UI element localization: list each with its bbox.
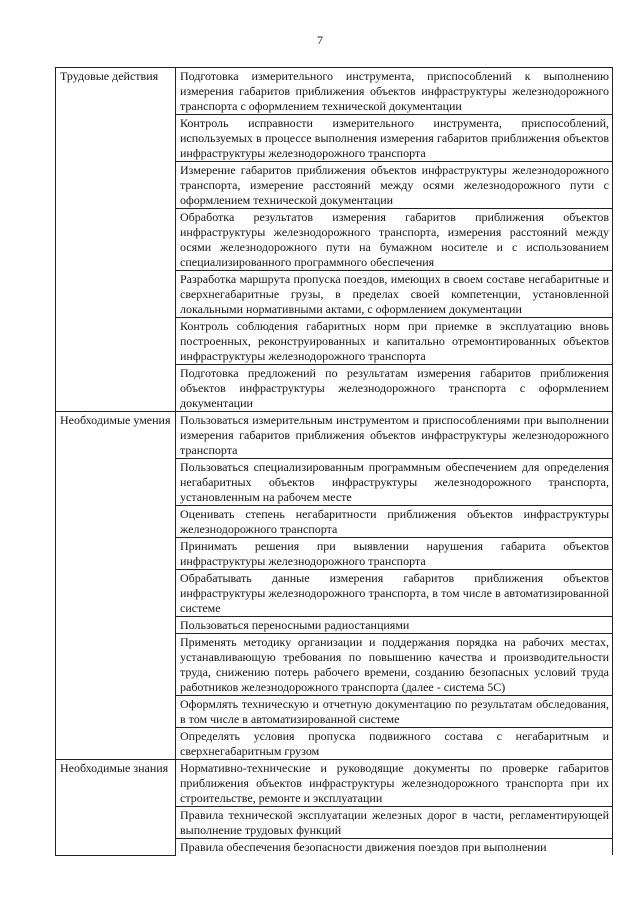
section-item: Оценивать степень негабаритности приближения объектов инфраструктуры железнодорожного транспорта (176, 506, 613, 538)
section-item: Нормативно-технические и руководящие документы по проверке габаритов приближения объектов инфраструктуры железнодорожного транспорта при их строительстве, ремонте и эксплуатации (176, 760, 613, 807)
section-item: Контроль исправности измерительного инструмента, приспособлений, используемых в процессе выполнения измерения габаритов приближения объектов инфраструктуры железнодорожного транспорта (176, 115, 613, 162)
section-item: Измерение габаритов приближения объектов инфраструктуры железнодорожного транспорта, измерение расстояний между осями железнодорожного пути с оформлением технической документации (176, 162, 613, 209)
section-item: Пользоваться измерительным инструментом и приспособлениями при выполнении измерения габаритов приближения объектов инфраструктуры железнодорожного транспорта (176, 412, 613, 459)
section-label: Необходимые знания (56, 760, 176, 856)
table-body (56, 68, 613, 856)
section-label: Трудовые действия (56, 68, 176, 412)
page-number: 7 (317, 33, 323, 47)
section-item: Применять методику организации и поддержания порядка на рабочих местах, устанавливающую требования по повышению качества и производительности труда, снижению потерь рабочего времени, созданию безопасных условий труда работников железнодорожного транспорта (далее - система 5С) (176, 634, 613, 696)
section-item: Обрабатывать данные измерения габаритов приближения объектов инфраструктуры железнодорожного транспорта, в том числе в автоматизированной системе (176, 570, 613, 617)
table-row (56, 68, 613, 115)
section-item: Пользоваться переносными радиостанциями (176, 617, 613, 634)
section-item: Правила технической эксплуатации железных дорог в части, регламентирующей выполнение трудовых функций (176, 807, 613, 839)
section-item: Пользоваться специализированным программным обеспечением для определения негабаритных объектов инфраструктуры железнодорожного транспорта, установленным на рабочем месте (176, 459, 613, 506)
table-row (56, 412, 613, 459)
section-item: Правила обеспечения безопасности движения поездов при выполнении (176, 839, 613, 856)
section-item: Разработка маршрута пропуска поездов, имеющих в своем составе негабаритные и сверхнегабаритные грузы, в пределах своей компетенции, установленной локальными нормативными актами, с оформлением документации (176, 271, 613, 318)
section-item: Подготовка предложений по результатам измерения габаритов приближения объектов инфраструктуры железнодорожного транспорта с оформлением документации (176, 365, 613, 412)
section-item: Определять условия пропуска подвижного состава с негабаритным и сверхнегабаритным грузом (176, 728, 613, 760)
section-item: Принимать решения при выявлении нарушения габарита объектов инфраструктуры железнодорожного транспорта (176, 538, 613, 570)
requirements-table (55, 67, 613, 856)
table-row (56, 760, 613, 807)
section-item: Контроль соблюдения габаритных норм при приемке в эксплуатацию вновь построенных, реконструированных и капитально отремонтированных объектов инфраструктуры железнодорожного транспорта (176, 318, 613, 365)
section-label: Необходимые умения (56, 412, 176, 760)
section-item: Обработка результатов измерения габаритов приближения объектов инфраструктуры железнодорожного транспорта, измерения расстояний между осями железнодорожного пути на бумажном носителе и с использованием специализированного программного обеспечения (176, 209, 613, 271)
section-item: Оформлять техническую и отчетную документацию по результатам обследования, в том числе в автоматизированной системе (176, 696, 613, 728)
section-item: Подготовка измерительного инструмента, приспособлений к выполнению измерения габаритов приближения объектов инфраструктуры железнодорожного транспорта с оформлением технической документации (176, 68, 613, 115)
